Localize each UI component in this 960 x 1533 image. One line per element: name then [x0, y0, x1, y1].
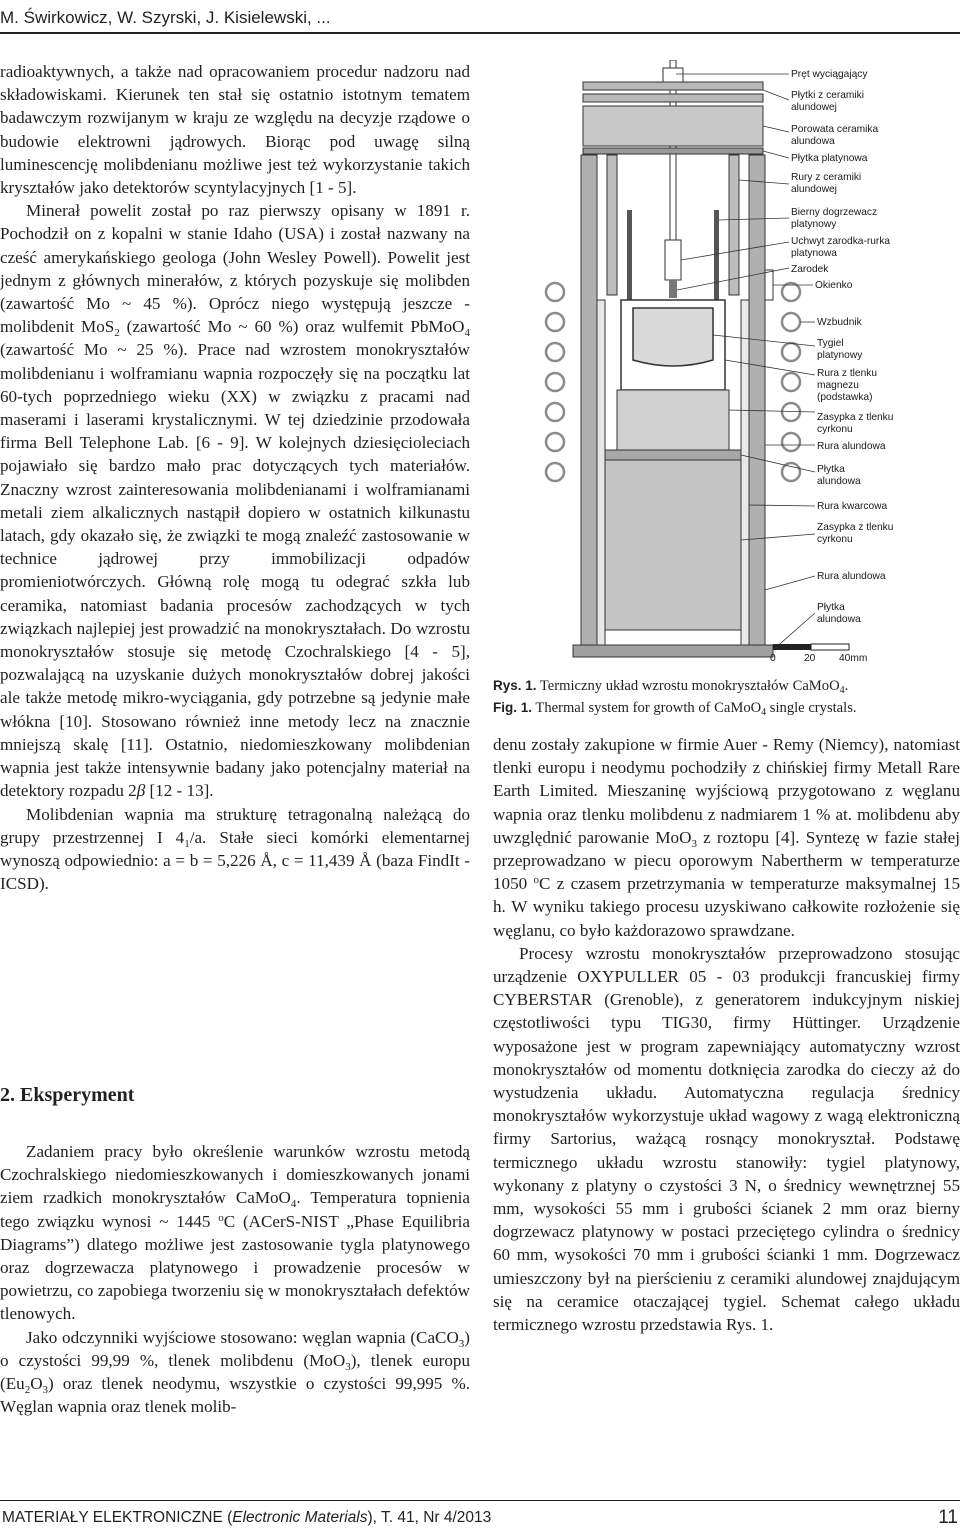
scale-bar [770, 644, 867, 664]
subscript: 4 [290, 1198, 297, 1211]
label-ceramic-plates: Płytki z ceramiki [791, 90, 865, 101]
caption-label: Rys. 1. [493, 678, 537, 693]
caption-text: single crystals. [766, 700, 857, 716]
subscript: 3 [458, 1337, 465, 1350]
paragraph [0, 199, 470, 802]
alumina-tube-left [581, 155, 597, 645]
coil-turn [546, 313, 564, 331]
paragraph [493, 942, 960, 1336]
scale-tick-0: 0 [770, 653, 776, 664]
journal-text-italic: Electronic Materials [232, 1509, 368, 1526]
inner-tube-left [607, 155, 617, 295]
zirconia-fill-lower [605, 460, 741, 630]
leader-line [765, 576, 815, 590]
paragraph-text: Jako odczynniki wyjściowe stosowano: węglan wapnia (CaCO [26, 1327, 459, 1347]
subscript: 1 [184, 837, 190, 850]
label-mgo-tube-2: magnezu [817, 380, 859, 391]
label-seed: Zarodek [791, 264, 829, 275]
paragraph-text: ) oraz tlenek neodymu, wszystkie o czystości 99,995 %. Węglan wapnia oraz tlenek molib- [0, 1374, 470, 1417]
afterheater-left [627, 210, 632, 300]
paragraph-text: (zawartość Mo ~ 60 %) oraz wulfemit PbMoO [119, 317, 465, 337]
label-ceramic-plates-2: alundowej [791, 102, 837, 113]
journal-text: MATERIAŁY ELEKTRONICZNE ( [2, 1509, 233, 1526]
paragraph [0, 1140, 470, 1326]
crucible [633, 308, 713, 366]
subscript: 2 [114, 327, 120, 340]
coil-turn [546, 343, 564, 361]
zirconia-fill [617, 390, 729, 450]
scale-segment [773, 644, 811, 650]
ceramic-plate [583, 94, 763, 102]
subscript: 4 [761, 707, 767, 718]
quartz-tube-left [597, 300, 605, 650]
furnace-diagram [493, 60, 960, 670]
label-ceramic-tubes: Rury z ceramiki [791, 172, 862, 183]
paragraph-text: ) o czystości 99,99 %, tlenek molibdenu (MoO [0, 1327, 470, 1370]
journal-name [2, 1509, 491, 1527]
left-column-continued [0, 1140, 470, 1418]
label-zirconia-fill-lower: Zasypka z tlenku [817, 522, 894, 533]
label-ceramic-tubes-2: alundowej [791, 184, 837, 195]
scale-segment [811, 644, 849, 650]
seed-holder [665, 240, 681, 280]
platinum-plate [583, 148, 763, 154]
paragraph-text: Minerał powelit został po raz pierwszy opisany w 1891 r. Pochodził on z kopalni w stanie Idaho (USA) i został nazwany na cześć amerykańskiego geologa (John Wesley Powell). Powelit jest jednym z głównych minerałów, z których pozyskuje się molibden (zawartość Mo ~ 45 %). Oprócz niego występują jeszcze - molibdenit MoS [0, 201, 470, 337]
header-rule [0, 32, 960, 34]
superscript: o [533, 874, 539, 887]
label-afterheater-2: platynowy [791, 219, 837, 230]
beta-symbol: β [136, 781, 146, 801]
figure-labels [791, 69, 893, 625]
paragraph-text: Zadaniem pracy było określenie warunków wzrostu metodą Czochralskiego niedomieszkowanych i domieszkowanych jonami ziem rzadkich monokryształów CaMoO [0, 1142, 470, 1208]
ceramic-plate [583, 82, 763, 90]
coil-turn [546, 403, 564, 421]
label-alumina-base-plate-2: alundowa [817, 614, 861, 625]
subscript: 4 [839, 685, 845, 696]
label-alumina-plate: Płytka [817, 464, 845, 475]
paragraph-text: O [30, 1374, 43, 1394]
paragraph [0, 803, 470, 896]
subscript: 3 [42, 1384, 49, 1397]
alumina-plate [605, 450, 741, 460]
caption-text: . [844, 678, 849, 694]
label-seed-holder: Uchwyt zarodka-rurka [791, 236, 891, 247]
alumina-tube-right [749, 155, 765, 645]
coil-turn [782, 433, 800, 451]
running-header [0, 0, 960, 32]
label-mgo-tube: Rura z tlenku [817, 368, 878, 379]
journal-text: ), T. 41, Nr 4/2013 [367, 1509, 492, 1526]
paragraph-text: Molibdenian wapnia ma strukturę tetragonalną należącą do grupy przestrzennej I 4 [0, 804, 470, 847]
scale-tick-40mm: 40mm [839, 653, 868, 664]
paragraph-text: . Temperatura topnienia tego związku wynosi ~ 1445 [0, 1188, 470, 1231]
label-alumina-tube: Rura alundowa [817, 441, 886, 452]
section-heading: 2. Eksperyment [0, 1084, 135, 1106]
label-window: Okienko [815, 280, 853, 291]
coil-turn [782, 373, 800, 391]
caption-text: Thermal system for growth of CaMoO [532, 700, 762, 716]
coil-turn [782, 403, 800, 421]
subscript: 4 [464, 327, 470, 340]
label-platinum-plate: Płytka platynowa [791, 153, 868, 164]
coil-turn [782, 283, 800, 301]
paragraph [0, 60, 470, 199]
coil-turn [546, 283, 564, 301]
label-porous-ceramic: Porowata ceramika [791, 124, 879, 135]
label-quartz-tube: Rura kwarcowa [817, 501, 888, 512]
seed [669, 280, 677, 298]
thermal-system-figure [493, 60, 960, 670]
paragraph-text: (zawartość Mo ~ 25 %). Prace nad wzrostem monokryształów molibdenianu i wolframianu wapnia rozpoczęły się na początku lat 60-tych poprzedniego wieku (XX) w związku z pracami nad maserami i laserami krystalicznymi. W tej dziedzinie przodowała firma Bell Telephone Lab. [6 - 9]. W kolejnych dziesięcioleciach pojawiało się bardzo mało prac dotyczących tych materiałów. Znaczny wzrost zainteresowania molibdenianami i wolframianami metali ziem alkalicznych nastąpił dopiero w ostatnich kilkunastu latach, gdy okazało się, że związki te mogą znaleźć zastosowanie w technice jądrowej przy immobilizacji odpadów promieniotwórczych. Główną rolę mogą tu odegrać szkła lub ceramika, natomiast badania procesów zachodzących w tych związkach najlepiej jest prowadzić na monokryształach. Do wzrostu monokryształów stosuje się metodę Czochralskiego [4 - 5], pozwalającą na uzyskanie dużych monokryształów dobrej jakości ale także metodę mikro-wyciągania, gdy potrzebne są jedynie małe włókna [10]. Stosowano również inne metody lecz na znacznie mniejszą skalę [11]. Ostatnio, niedomieszkowany molibdenian wapnia jest także intensywnie badany jako potencjalny materiał na detektory rozpadu 2 [0, 340, 470, 801]
label-afterheater: Bierny dogrzewacz [791, 207, 878, 218]
page-footer [0, 1492, 960, 1533]
afterheater-right [714, 210, 719, 300]
paragraph-text: radioaktywnych, a także nad opracowaniem procedur nadzoru nad składowiskami. Kierunek ten stał się ostatnio istotnym tematem badawczym rozwijanym w kraju ze względu na decyzje rządowe o budowie elektrowni jądrowych. Biorąc pod uwagę silną luminescencję molibdenianu możliwe jest też wykorzystanie takich kryształów jako detektorów scyntylacyjnych [1 - 5]. [0, 62, 470, 198]
coil-turn [546, 433, 564, 451]
right-column [493, 733, 960, 1336]
paragraph-text: /a. Stałe sieci komórki elementarnej wynoszą odpowiednio: a = b = 5,226 Å, c = 11,439 Å (baza FindIt - ICSD). [0, 827, 470, 894]
paragraph-text: Procesy wzrostu monokryształów przeprowadzono stosując urządzenie OXYPULLER 05 - 03 produkcji francuskiej firmy CYBERSTAR (Grenoble), z generatorem indukcyjnym niskiej częstotliwości typu TIG30, firmy Hüttinger. Urządzenie wyposażone jest w program zapewniający automatyczny wzrost monokryształów od momentu dotknięcia zarodka do cieczy aż do wystudzenia układu. Automatyczna regulacja średnicy monokryształów wykorzystuje układ wagowy z wagą elektroniczną firmy Sartorius, ważącą rosnący monokryształ. Podstawę termicznego układu wzrostu stanowiły: tygiel platynowy, wykonany z platyny o czystości 3 N, o średnicy wewnętrznej 55 mm, wysokości 55 mm i grubości ścianek 2 mm oraz bierny dogrzewacz platynowy w postaci przeciętego cylindra o średnicy 60 mm, wysokości 70 mm i grubości ścianki 1 mm. Dogrzewacz umieszczony był na pierścieniu z ceramiki alundowej znajdującym się na ceramice otaczającej tygiel. Schemat całego układu termicznego wzrostu przedstawia Rys. 1. [493, 943, 960, 1335]
leader-line [763, 90, 789, 100]
coil-turn [546, 373, 564, 391]
paragraph-text: ), tlenek europu (Eu [0, 1350, 470, 1394]
caption-label: Fig. 1. [493, 700, 533, 715]
label-zirconia-fill: Zasypka z tlenku [817, 412, 894, 423]
label-zirconia-fill-lower-2: cyrkonu [817, 534, 853, 545]
subscript: 2 [24, 1384, 31, 1397]
label-induction-coil: Wzbudnik [817, 317, 862, 328]
label-crucible-2: platynowy [817, 350, 863, 361]
caption-english [493, 697, 960, 719]
coil-turn [546, 463, 564, 481]
paragraph-text: [12 - 13]. [145, 781, 214, 801]
scale-tick-20: 20 [804, 653, 816, 664]
label-zirconia-fill-2: cyrkonu [817, 424, 853, 435]
paragraph [0, 1326, 470, 1419]
caption-text: Termiczny układ wzrostu monokryształów CaMoO [536, 678, 840, 694]
coil-turn [782, 343, 800, 361]
label-alumina-base-plate: Płytka [817, 602, 845, 613]
paragraph-text: denu zostały zakupione w firmie Auer - Remy (Niemcy), natomiast tlenki europu i neodymu pochodziły z chińskiej firmy Metall Rare Earth Limited. Mieszaninę wyjściową przygotowano z węglanu wapnia oraz tlenku molibdenu z nadmiarem 1 % at. molibdenu aby uwzględnić parowanie MoO [493, 735, 960, 847]
label-pull-rod: Pręt wyciągający [791, 69, 868, 80]
subscript: 3 [691, 837, 697, 850]
caption-polish [493, 675, 960, 697]
figure-caption [493, 675, 960, 719]
leader-line [763, 126, 789, 132]
coil-turn [782, 313, 800, 331]
window [765, 270, 773, 300]
header-authors: M. Świrkowicz, W. Szyrski, J. Kisielewski, ... [0, 8, 331, 27]
label-seed-holder-2: platynowa [791, 248, 837, 259]
paragraph [493, 733, 960, 942]
paragraph-text: z roztopu [4]. Syntezę w fazie stałej przeprowadzano w piecu oporowym Nabertherm w temperaturze 1050 [493, 827, 960, 894]
label-alumina-plate-2: alundowa [817, 476, 861, 487]
coil-turn [782, 463, 800, 481]
label-crucible: Tygiel [817, 338, 844, 349]
leader-line [725, 360, 815, 375]
superscript: o [218, 1211, 224, 1224]
page-number: 11 [938, 1507, 958, 1528]
label-porous-ceramic-2: alundowa [791, 136, 835, 147]
paragraph-text: C (ACerS-NIST „Phase Equilibria Diagrams”) dlatego możliwe jest zastosowanie tygla platynowego oraz dogrzewacza platynowego i prowadzenie procesów w powietrzu, co zapobiega tworzeniu się w monokryształach defektów tlenowych. [0, 1211, 470, 1324]
left-column [0, 60, 470, 895]
footer-rule [0, 1500, 960, 1501]
label-mgo-tube-3: (podstawka) [817, 392, 873, 403]
alumina-base-plate [573, 645, 773, 657]
inner-tube-right [729, 155, 739, 295]
quartz-tube-right [741, 300, 749, 650]
subscript: 3 [345, 1360, 351, 1373]
porous-ceramic [583, 106, 763, 146]
leader-line [763, 151, 789, 158]
paragraph-text: C z czasem przetrzymania w temperaturze maksymalnej 15 h. W wyniku takiego procesu uzyskiwano całkowite rozłożenie się węglanu, co było każdorazowo sprawdzane. [493, 874, 960, 940]
label-alumina-tube-lower: Rura alundowa [817, 571, 886, 582]
